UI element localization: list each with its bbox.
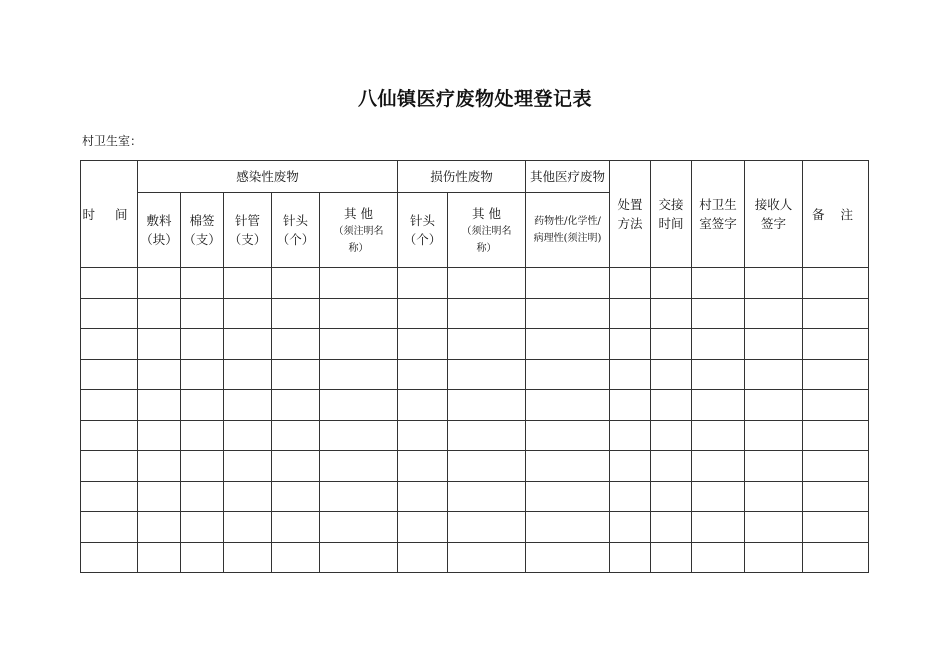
- header-infectious-waste: 感染性废物: [138, 161, 398, 193]
- entry-cell[interactable]: [320, 512, 398, 543]
- entry-cell[interactable]: [610, 481, 651, 512]
- entry-cell[interactable]: [610, 329, 651, 360]
- entry-cell[interactable]: [526, 298, 610, 329]
- register-body: [81, 268, 869, 573]
- entry-cell[interactable]: [448, 420, 526, 451]
- entry-cell[interactable]: [448, 268, 526, 299]
- entry-cell[interactable]: [448, 542, 526, 573]
- entry-cell[interactable]: [81, 451, 138, 482]
- entry-cell[interactable]: [745, 329, 803, 360]
- entry-cell[interactable]: [526, 268, 610, 299]
- header-row-groups: [81, 161, 869, 193]
- entry-cell[interactable]: [224, 390, 272, 421]
- entry-cell[interactable]: [224, 451, 272, 482]
- entry-cell[interactable]: [320, 542, 398, 573]
- header-injury-other: 其 他 （须注明名 称）: [448, 193, 526, 268]
- entry-cell[interactable]: [745, 481, 803, 512]
- entry-cell[interactable]: [81, 512, 138, 543]
- entry-cell[interactable]: [803, 420, 869, 451]
- table-row: [81, 451, 869, 482]
- entry-cell[interactable]: [398, 359, 448, 390]
- entry-cell[interactable]: [224, 268, 272, 299]
- entry-cell[interactable]: [398, 390, 448, 421]
- entry-cell[interactable]: [138, 359, 181, 390]
- entry-cell[interactable]: [803, 481, 869, 512]
- entry-cell[interactable]: [181, 390, 224, 421]
- table-row: [81, 420, 869, 451]
- entry-cell[interactable]: [224, 298, 272, 329]
- entry-cell[interactable]: [651, 481, 692, 512]
- entry-cell[interactable]: [181, 481, 224, 512]
- entry-cell[interactable]: [448, 512, 526, 543]
- entry-cell[interactable]: [181, 512, 224, 543]
- entry-cell[interactable]: [181, 451, 224, 482]
- entry-cell[interactable]: [692, 298, 745, 329]
- entry-cell[interactable]: [181, 329, 224, 360]
- header-dressing: 敷料 （块）: [138, 193, 181, 268]
- entry-cell[interactable]: [745, 420, 803, 451]
- header-swab: 棉签 （支）: [181, 193, 224, 268]
- page-title: 八仙镇医疗废物处理登记表: [357, 88, 592, 110]
- entry-cell[interactable]: [651, 420, 692, 451]
- header-village-clinic-signature: 村卫生 室签字: [692, 161, 745, 268]
- entry-cell[interactable]: [526, 451, 610, 482]
- entry-cell[interactable]: [398, 329, 448, 360]
- header-remarks: 备 注: [803, 161, 869, 268]
- header-drug-chemical-pathological: 药物性/化学性/ 病理性(须注明): [526, 193, 610, 268]
- entry-cell[interactable]: [803, 298, 869, 329]
- entry-cell[interactable]: [526, 481, 610, 512]
- entry-cell[interactable]: [81, 542, 138, 573]
- entry-cell[interactable]: [526, 420, 610, 451]
- entry-cell[interactable]: [138, 481, 181, 512]
- entry-cell[interactable]: [320, 451, 398, 482]
- entry-cell[interactable]: [320, 298, 398, 329]
- entry-cell[interactable]: [610, 420, 651, 451]
- entry-cell[interactable]: [398, 420, 448, 451]
- entry-cell[interactable]: [610, 298, 651, 329]
- entry-cell[interactable]: [692, 390, 745, 421]
- entry-cell[interactable]: [398, 481, 448, 512]
- entry-cell[interactable]: [803, 390, 869, 421]
- entry-cell[interactable]: [745, 542, 803, 573]
- entry-cell[interactable]: [803, 329, 869, 360]
- entry-cell[interactable]: [610, 268, 651, 299]
- entry-cell[interactable]: [610, 542, 651, 573]
- entry-cell[interactable]: [651, 451, 692, 482]
- entry-cell[interactable]: [692, 359, 745, 390]
- entry-cell[interactable]: [272, 512, 320, 543]
- entry-cell[interactable]: [138, 512, 181, 543]
- entry-cell[interactable]: [803, 451, 869, 482]
- entry-cell[interactable]: [138, 420, 181, 451]
- entry-cell[interactable]: [448, 390, 526, 421]
- entry-cell[interactable]: [138, 298, 181, 329]
- entry-cell[interactable]: [181, 298, 224, 329]
- entry-cell[interactable]: [272, 481, 320, 512]
- entry-cell[interactable]: [272, 268, 320, 299]
- entry-cell[interactable]: [224, 542, 272, 573]
- table-row: [81, 329, 869, 360]
- entry-cell[interactable]: [692, 481, 745, 512]
- table-row: [81, 268, 869, 299]
- entry-cell[interactable]: [272, 298, 320, 329]
- entry-cell[interactable]: [526, 542, 610, 573]
- entry-cell[interactable]: [803, 268, 869, 299]
- entry-cell[interactable]: [651, 268, 692, 299]
- entry-cell[interactable]: [181, 542, 224, 573]
- entry-cell[interactable]: [398, 268, 448, 299]
- table-row: [81, 390, 869, 421]
- entry-cell[interactable]: [81, 481, 138, 512]
- entry-cell[interactable]: [448, 298, 526, 329]
- entry-cell[interactable]: [526, 512, 610, 543]
- table-row: [81, 512, 869, 543]
- table-row: [81, 359, 869, 390]
- entry-cell[interactable]: [320, 359, 398, 390]
- entry-cell[interactable]: [803, 512, 869, 543]
- entry-cell[interactable]: [448, 359, 526, 390]
- entry-cell[interactable]: [610, 512, 651, 543]
- entry-cell[interactable]: [526, 359, 610, 390]
- entry-cell[interactable]: [651, 329, 692, 360]
- entry-cell[interactable]: [272, 420, 320, 451]
- entry-cell[interactable]: [138, 390, 181, 421]
- entry-cell[interactable]: [224, 420, 272, 451]
- entry-cell[interactable]: [803, 542, 869, 573]
- entry-cell[interactable]: [692, 512, 745, 543]
- header-needle-head: 针头 （个）: [272, 193, 320, 268]
- entry-cell[interactable]: [651, 298, 692, 329]
- entry-cell[interactable]: [651, 390, 692, 421]
- entry-cell[interactable]: [138, 268, 181, 299]
- entry-cell[interactable]: [692, 329, 745, 360]
- entry-cell[interactable]: [398, 542, 448, 573]
- entry-cell[interactable]: [224, 329, 272, 360]
- entry-cell[interactable]: [320, 268, 398, 299]
- table-row: [81, 481, 869, 512]
- entry-cell[interactable]: [138, 451, 181, 482]
- entry-cell[interactable]: [272, 359, 320, 390]
- header-handover-time: 交接 时间: [651, 161, 692, 268]
- entry-cell[interactable]: [651, 542, 692, 573]
- entry-cell[interactable]: [448, 329, 526, 360]
- header-injury-needle-head: 针头 （个）: [398, 193, 448, 268]
- waste-register-table: [80, 160, 869, 573]
- entry-cell[interactable]: [272, 390, 320, 421]
- entry-cell[interactable]: [224, 512, 272, 543]
- entry-cell[interactable]: [272, 329, 320, 360]
- entry-cell[interactable]: [320, 481, 398, 512]
- village-clinic-label: 村卫生室：: [82, 134, 143, 148]
- entry-cell[interactable]: [692, 542, 745, 573]
- entry-cell[interactable]: [81, 298, 138, 329]
- entry-cell[interactable]: [526, 390, 610, 421]
- entry-cell[interactable]: [398, 512, 448, 543]
- entry-cell[interactable]: [181, 420, 224, 451]
- entry-cell[interactable]: [745, 512, 803, 543]
- entry-cell[interactable]: [224, 481, 272, 512]
- header-infectious-other: 其 他 （须注明名 称）: [320, 193, 398, 268]
- entry-cell[interactable]: [526, 329, 610, 360]
- entry-cell[interactable]: [81, 329, 138, 360]
- entry-cell[interactable]: [272, 451, 320, 482]
- table-row: [81, 298, 869, 329]
- entry-cell[interactable]: [610, 390, 651, 421]
- entry-cell[interactable]: [745, 298, 803, 329]
- entry-cell[interactable]: [272, 542, 320, 573]
- entry-cell[interactable]: [224, 359, 272, 390]
- entry-cell[interactable]: [745, 390, 803, 421]
- entry-cell[interactable]: [692, 268, 745, 299]
- entry-cell[interactable]: [745, 268, 803, 299]
- entry-cell[interactable]: [692, 451, 745, 482]
- header-disposal-method: 处置 方法: [610, 161, 651, 268]
- header-other-medical-waste: 其他医疗废物: [526, 161, 610, 193]
- entry-cell[interactable]: [320, 390, 398, 421]
- entry-cell[interactable]: [81, 390, 138, 421]
- entry-cell[interactable]: [138, 542, 181, 573]
- entry-cell[interactable]: [610, 359, 651, 390]
- entry-cell[interactable]: [745, 359, 803, 390]
- header-injurious-waste: 损伤性废物: [398, 161, 526, 193]
- header-receiver-signature: 接收人 签字: [745, 161, 803, 268]
- header-needle-tube: 针管 （支）: [224, 193, 272, 268]
- entry-cell[interactable]: [448, 451, 526, 482]
- entry-cell[interactable]: [181, 268, 224, 299]
- entry-cell[interactable]: [448, 481, 526, 512]
- entry-cell[interactable]: [651, 512, 692, 543]
- header-time: 时 间: [81, 161, 138, 268]
- entry-cell[interactable]: [651, 359, 692, 390]
- entry-cell[interactable]: [610, 451, 651, 482]
- entry-cell[interactable]: [320, 420, 398, 451]
- entry-cell[interactable]: [745, 451, 803, 482]
- entry-cell[interactable]: [138, 329, 181, 360]
- entry-cell[interactable]: [692, 420, 745, 451]
- entry-cell[interactable]: [398, 451, 448, 482]
- entry-cell[interactable]: [320, 329, 398, 360]
- entry-cell[interactable]: [181, 359, 224, 390]
- entry-cell[interactable]: [81, 420, 138, 451]
- entry-cell[interactable]: [398, 298, 448, 329]
- table-row: [81, 542, 869, 573]
- entry-cell[interactable]: [81, 359, 138, 390]
- entry-cell[interactable]: [81, 268, 138, 299]
- entry-cell[interactable]: [803, 359, 869, 390]
